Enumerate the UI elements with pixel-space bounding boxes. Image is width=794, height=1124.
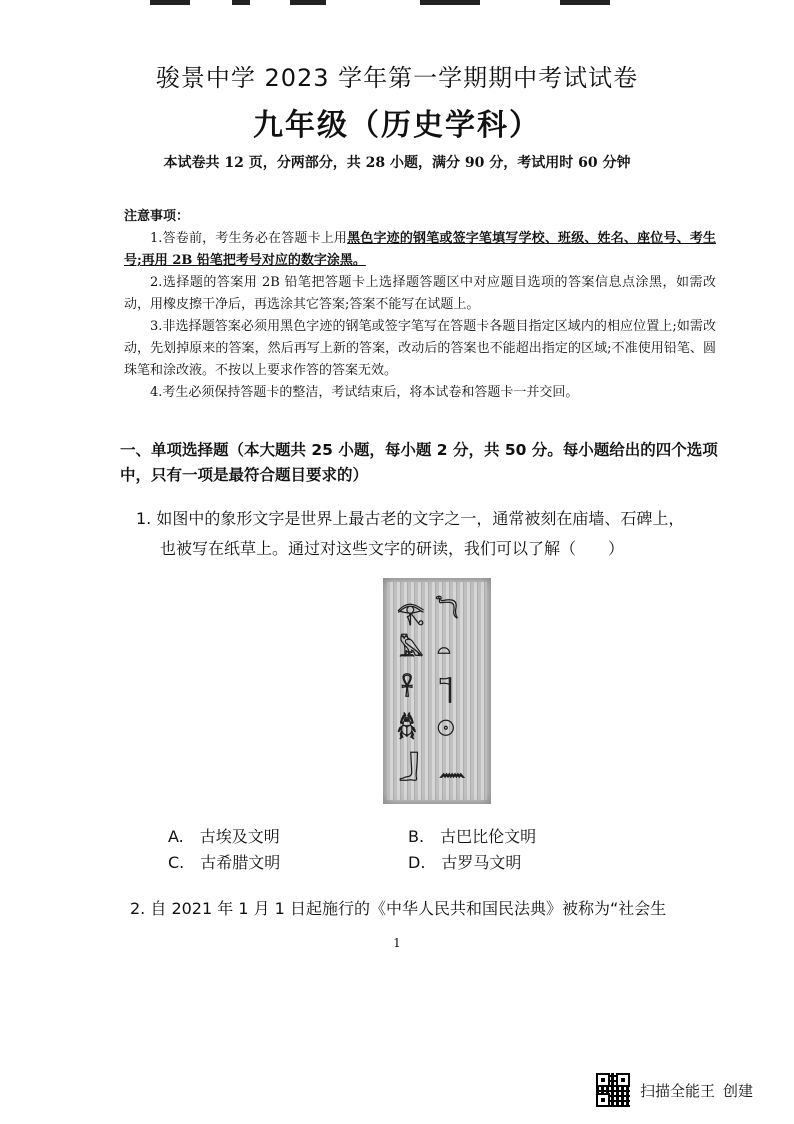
option-c: C. 古希腊文明: [168, 853, 281, 872]
question-1-line-1: 1. 如图中的象形文字是世界上最古老的文字之一，通常被刻在庙墙、石碑上，: [136, 509, 685, 528]
option-d: D. 古罗马文明: [408, 853, 522, 872]
section-1-heading: 一、单项选择题（本大题共 25 小题，每小题 2 分，共 50 分。每小题给出的四个选项中，只有一项是最符合题目要求的）: [120, 441, 718, 484]
instruction-item-3: 3.非选择题答案必须用黑色字迹的钢笔或签字笔写在答题卡各题目指定区域内的相应位置上;如需改动，先划掉原来的答案，然后再写上新的答案，改动后的答案也不能超出指定的区域;不准使用铅笔、圆珠笔和涂改液。不按以上要求作答的答案无效。: [124, 319, 716, 378]
glyph-mark: 𓋹: [401, 676, 414, 702]
glyph-mark: 𓏏: [437, 638, 451, 664]
question-1: [136, 504, 726, 564]
scanner-action: 创建: [723, 1081, 754, 1100]
scanner-watermark: [596, 1073, 753, 1107]
instruction-item-4: 4.考生必须保持答题卡的整洁，考试结束后，将本试卷和答题卡一并交回。: [150, 385, 579, 400]
scanner-brand: 扫描全能王: [640, 1081, 716, 1100]
instructions-heading: 注意事项：: [124, 209, 190, 224]
instruction-item-1-text: 1.答卷前，考生务必在答题卡上用: [150, 231, 348, 246]
option-b: B. 古巴比伦文明: [408, 827, 537, 846]
option-a: A. 古埃及文明: [168, 827, 280, 846]
grade-subject-title: 九年级（历史学科）: [253, 108, 541, 143]
glyph-mark: 𓆓: [435, 598, 459, 624]
question-1-options: [168, 824, 648, 876]
instruction-item-1-underlined: 黑色字迹的钢笔或签字笔填写学校、班级、姓名、座位号、考生号;再用 2B 铅笔把考号对应的数字涂黑。: [124, 231, 716, 268]
question-2: 2. 自 2021 年 1 月 1 日起施行的《中华人民共和国民法典》被称为“社会生: [130, 899, 667, 918]
cropped-top-text-remnant: [0, 0, 794, 8]
page-number: 1: [393, 936, 401, 950]
instructions-block: [124, 206, 716, 404]
glyph-mark: 𓇳: [437, 716, 455, 742]
exam-info-line: 本试卷共 12 页，分两部分，共 28 小题，满分 90 分，考试用时 60 分钟: [163, 155, 631, 171]
glyph-mark: 𓃀: [399, 754, 419, 780]
glyph-mark: 𓈖: [439, 756, 466, 782]
glyph-mark: 𓊹: [439, 678, 452, 704]
instruction-item-1: [124, 228, 716, 272]
question-1-line-2: 也被写在纸草上。通过对这些文字的研读，我们可以了解（ ）: [160, 539, 625, 558]
instruction-item-2: 2.选择题的答案用 2B 铅笔把答题卡上选择题答题区中对应题目选项的答案信息点涂黑，如需改动，用橡皮擦干净后，再选涂其它答案;答案不能写在试题上。: [124, 275, 716, 312]
glyph-mark: 𓅓: [399, 636, 424, 662]
qr-code-icon: [596, 1073, 630, 1107]
exam-title: 骏景中学 2023 学年第一学期期中考试试卷: [155, 64, 639, 92]
glyph-mark: 𓂀: [397, 600, 425, 626]
glyph-mark: 𓆣: [397, 714, 417, 740]
hieroglyph-stele-image: [383, 578, 491, 804]
